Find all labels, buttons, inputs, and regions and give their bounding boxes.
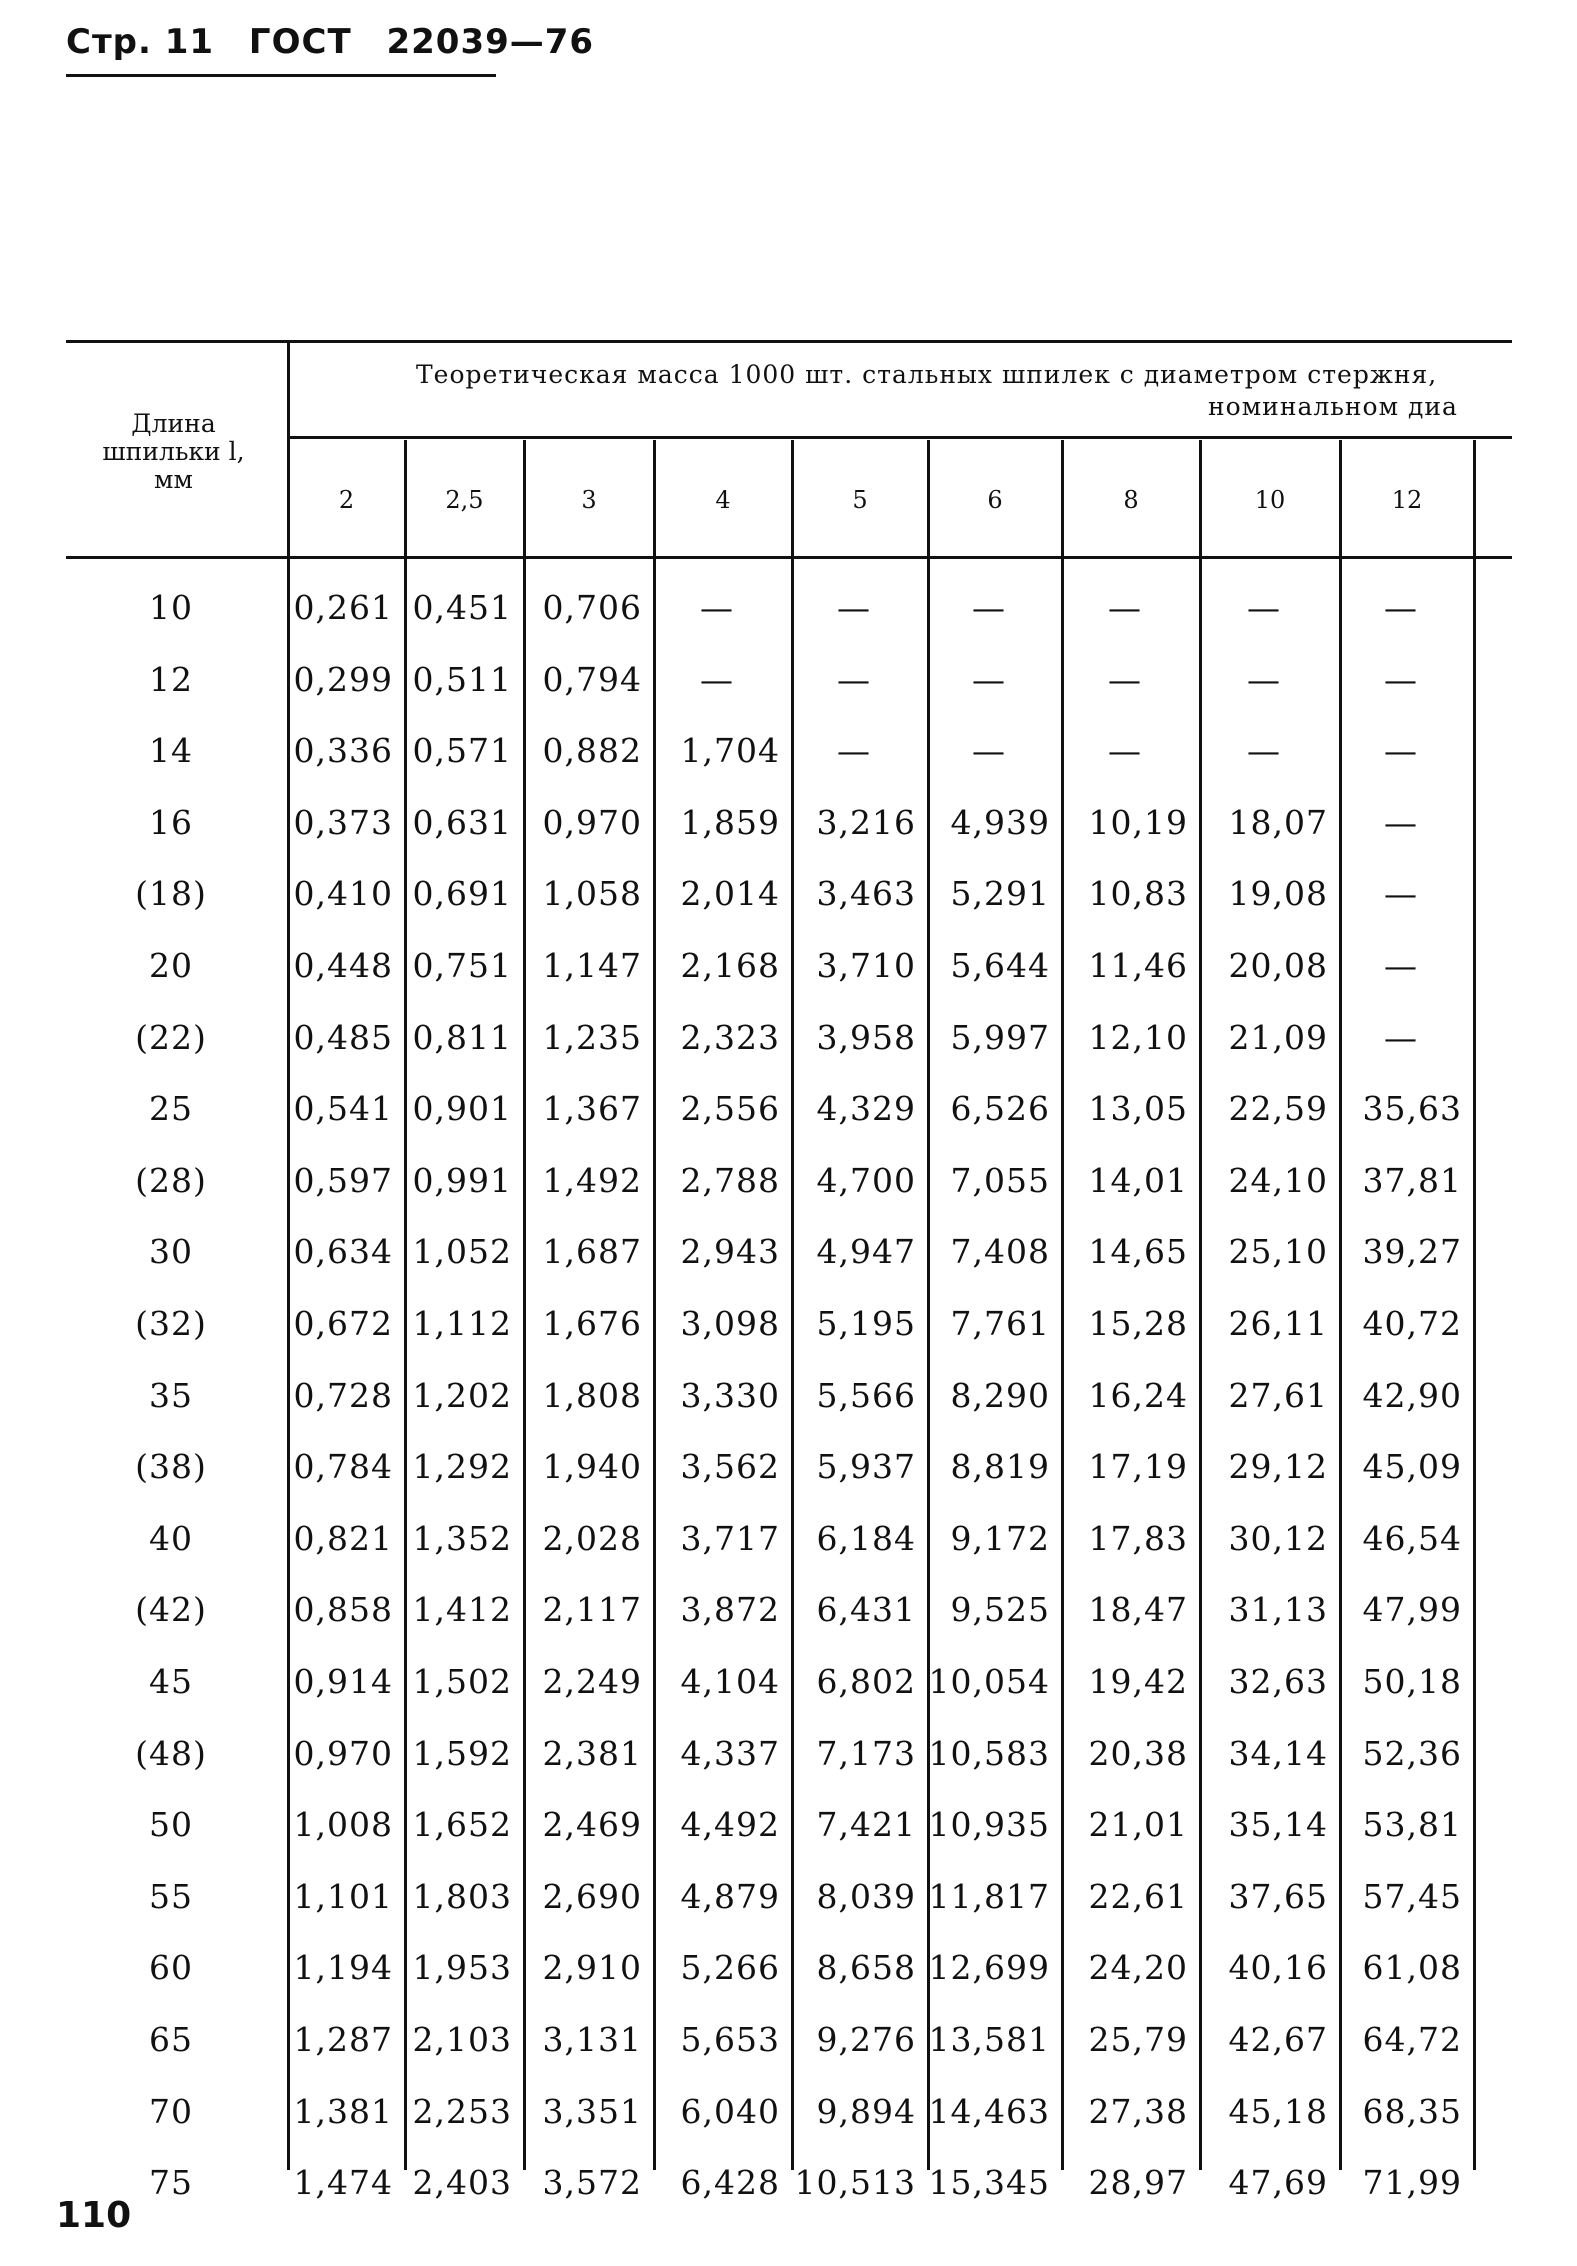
mass-cell: 2,323 (680, 1017, 780, 1057)
mass-cell: 0,728 (293, 1375, 393, 1415)
length-cell: (18) (135, 874, 207, 914)
length-header-line: шпильки l, (102, 437, 245, 466)
mass-cell: 17,19 (1088, 1447, 1188, 1487)
mass-cell: 2,690 (542, 1876, 642, 1916)
mass-cell: 15,345 (928, 2163, 1050, 2203)
mass-cell: 1,502 (412, 1662, 512, 1701)
mass-cell: 13,05 (1088, 1089, 1188, 1129)
page-number: 110 (56, 2195, 132, 2236)
diameter-header-cell: 12 (1391, 486, 1423, 514)
mass-cell: 0,970 (542, 802, 642, 842)
mass-cell: 57,45 (1362, 1876, 1462, 1916)
mass-cell: — (1384, 946, 1418, 985)
mass-cell: 12,10 (1088, 1017, 1188, 1057)
diameter-header-cell: 3 (581, 486, 597, 514)
mass-cell: 3,572 (542, 2163, 642, 2203)
table-row (0, 1509, 1577, 1569)
mass-cell: 2,469 (542, 1805, 642, 1845)
mass-cell: 1,058 (542, 874, 642, 914)
length-cell: 55 (149, 1876, 193, 1916)
table-row (0, 650, 1577, 710)
mass-cell: 8,290 (950, 1375, 1050, 1415)
length-cell: 14 (149, 731, 193, 771)
length-header-line: Длина (131, 409, 216, 438)
mass-cell: 21,09 (1228, 1017, 1328, 1057)
mass-cell: 45,18 (1228, 2091, 1328, 2131)
mass-cell: 68,35 (1362, 2091, 1462, 2131)
mass-cell: 0,511 (412, 659, 512, 699)
caption-rule (288, 436, 1512, 439)
mass-cell: 5,195 (816, 1304, 916, 1343)
length-cell: 25 (149, 1089, 193, 1129)
mass-cell: 17,83 (1088, 1518, 1188, 1558)
table-row (0, 1079, 1577, 1139)
page-header (66, 22, 616, 72)
diameter-header-cell: 8 (1123, 486, 1139, 514)
mass-cell: 2,103 (412, 2020, 512, 2059)
mass-cell: 0,784 (293, 1447, 393, 1487)
mass-cell: 0,821 (293, 1518, 393, 1558)
mass-cell: 2,403 (412, 2163, 512, 2203)
mass-cell: 20,38 (1088, 1733, 1188, 1773)
mass-cell: 42,90 (1362, 1375, 1462, 1415)
header-underline (66, 74, 496, 77)
mass-cell: 5,937 (816, 1447, 916, 1487)
mass-cell: 7,761 (950, 1304, 1050, 1343)
mass-cell: 10,83 (1088, 874, 1188, 914)
mass-cell: 37,81 (1362, 1160, 1462, 1200)
mass-cell: 2,788 (680, 1160, 780, 1200)
length-cell: 30 (149, 1232, 193, 1272)
table-row (0, 1008, 1577, 1068)
mass-cell: 6,040 (680, 2091, 780, 2131)
table-row (0, 1724, 1577, 1784)
mass-cell: 1,287 (293, 2020, 393, 2059)
mass-cell: 47,99 (1362, 1590, 1462, 1630)
mass-cell: 14,01 (1088, 1160, 1188, 1200)
mass-cell: 2,253 (412, 2091, 512, 2131)
mass-cell: 1,687 (542, 1232, 642, 1272)
table-row (0, 721, 1577, 781)
mass-cell: 0,811 (412, 1017, 512, 1057)
mass-cell: 1,101 (293, 1876, 393, 1916)
mass-cell: — (1247, 659, 1281, 699)
mass-cell: 9,276 (816, 2020, 916, 2059)
table-caption-line2: номинальном диа (1208, 392, 1458, 421)
mass-cell: 0,970 (293, 1733, 393, 1773)
mass-cell: 37,65 (1228, 1876, 1328, 1916)
mass-cell: 7,408 (950, 1232, 1050, 1272)
diameter-header-cell: 2 (338, 486, 355, 514)
mass-cell: 11,817 (928, 1876, 1050, 1916)
mass-cell: 2,910 (542, 1948, 642, 1988)
mass-cell: 14,463 (928, 2091, 1050, 2131)
mass-cell: 14,65 (1088, 1232, 1188, 1272)
mass-cell: 10,583 (928, 1733, 1050, 1773)
mass-cell: 9,894 (816, 2091, 916, 2131)
mass-cell: 4,104 (680, 1662, 780, 1701)
mass-cell: 15,28 (1088, 1304, 1188, 1343)
table-row (0, 1652, 1577, 1712)
mass-cell: — (1247, 731, 1281, 771)
mass-cell: 3,872 (680, 1590, 780, 1630)
mass-cell: 31,13 (1228, 1590, 1328, 1630)
mass-cell: 16,24 (1088, 1375, 1188, 1415)
diameter-header-cell: 10 (1254, 486, 1286, 514)
mass-cell: 0,634 (293, 1232, 393, 1272)
mass-cell: — (1384, 731, 1418, 771)
table-row (0, 1795, 1577, 1855)
mass-cell: 1,940 (542, 1447, 642, 1487)
mass-cell: 5,566 (816, 1375, 916, 1415)
table-row (0, 2153, 1577, 2213)
mass-cell: 0,794 (542, 659, 642, 699)
diameter-header-cell: 6 (987, 486, 1003, 514)
mass-cell: 3,710 (816, 946, 916, 985)
mass-cell: 25,79 (1088, 2020, 1188, 2059)
length-cell: 50 (149, 1805, 193, 1845)
mass-cell: 29,12 (1228, 1447, 1328, 1487)
mass-cell: — (1384, 588, 1418, 627)
mass-cell: 42,67 (1228, 2020, 1328, 2059)
mass-cell: 21,01 (1088, 1805, 1188, 1845)
mass-cell: 1,381 (293, 2091, 393, 2131)
mass-cell: 71,99 (1362, 2163, 1462, 2203)
table-row (0, 2082, 1577, 2142)
mass-cell: 6,431 (816, 1590, 916, 1630)
mass-cell: 2,381 (542, 1733, 642, 1773)
standard-number: 22039—76 (386, 22, 595, 62)
length-cell: 20 (149, 946, 193, 985)
mass-cell: 2,249 (542, 1662, 642, 1701)
mass-cell: 0,448 (293, 946, 393, 985)
mass-cell: — (837, 731, 871, 771)
mass-cell: 6,526 (950, 1089, 1050, 1129)
table-row (0, 1580, 1577, 1640)
mass-cell: 34,14 (1228, 1733, 1328, 1773)
mass-cell: 47,69 (1228, 2163, 1328, 2203)
mass-cell: 2,014 (680, 874, 780, 914)
mass-cell: 28,97 (1088, 2163, 1188, 2203)
mass-cell: 5,644 (950, 946, 1050, 985)
mass-cell: 26,11 (1228, 1304, 1328, 1343)
mass-cell: 0,691 (412, 874, 512, 914)
mass-cell: 10,054 (928, 1662, 1050, 1701)
mass-cell: 52,36 (1362, 1733, 1462, 1773)
length-column-header (66, 410, 281, 494)
length-cell: 45 (149, 1662, 193, 1701)
mass-cell: — (700, 588, 734, 627)
table-row (0, 1151, 1577, 1211)
mass-cell: 0,261 (293, 588, 393, 627)
mass-cell: 5,291 (950, 874, 1050, 914)
mass-cell: 0,485 (293, 1017, 393, 1057)
mass-cell: 40,72 (1362, 1304, 1462, 1343)
mass-cell: — (837, 659, 871, 699)
mass-cell: 12,699 (928, 1948, 1050, 1988)
mass-cell: 27,38 (1088, 2091, 1188, 2131)
mass-cell: — (1108, 731, 1142, 771)
mass-cell: 1,704 (680, 731, 780, 771)
mass-cell: 8,658 (816, 1948, 916, 1988)
table-row (0, 936, 1577, 996)
mass-cell: 2,556 (680, 1089, 780, 1129)
mass-cell: 53,81 (1362, 1805, 1462, 1845)
mass-cell: 7,421 (816, 1805, 916, 1845)
mass-cell: 1,235 (542, 1017, 642, 1057)
length-cell: (22) (135, 1017, 207, 1057)
mass-cell: 1,676 (542, 1304, 642, 1343)
mass-cell: 1,808 (542, 1375, 642, 1415)
mass-cell: 1,859 (680, 802, 780, 842)
mass-cell: 50,18 (1362, 1662, 1462, 1701)
mass-cell: 24,20 (1088, 1948, 1188, 1988)
mass-cell: 1,147 (542, 946, 642, 985)
mass-cell: 10,935 (928, 1805, 1050, 1845)
mass-cell: 5,266 (680, 1948, 780, 1988)
table-row (0, 1437, 1577, 1497)
mass-cell: 18,07 (1228, 802, 1328, 842)
mass-cell: 0,451 (412, 588, 512, 627)
mass-cell: 1,412 (412, 1590, 512, 1630)
table-row (0, 1294, 1577, 1354)
mass-cell: 40,16 (1228, 1948, 1328, 1988)
table-row (0, 1366, 1577, 1426)
mass-cell: 0,706 (542, 588, 642, 627)
mass-cell: 2,168 (680, 946, 780, 985)
mass-cell: 1,202 (412, 1375, 512, 1415)
mass-cell: 1,292 (412, 1447, 512, 1487)
length-cell: (38) (135, 1447, 207, 1487)
length-header-line: мм (154, 465, 193, 494)
length-cell: 60 (149, 1948, 193, 1988)
mass-cell: 0,858 (293, 1590, 393, 1630)
mass-cell: 0,672 (293, 1304, 393, 1343)
mass-cell: 22,59 (1228, 1089, 1328, 1129)
mass-cell: 7,173 (816, 1733, 916, 1773)
mass-cell: 3,216 (816, 802, 916, 842)
mass-cell: 0,571 (412, 731, 512, 771)
mass-cell: 0,336 (293, 731, 393, 771)
mass-cell: — (1108, 659, 1142, 699)
mass-cell: 3,131 (542, 2020, 642, 2059)
mass-cell: 45,09 (1362, 1447, 1462, 1487)
mass-cell: 4,939 (950, 802, 1050, 842)
table-top-rule (66, 340, 1512, 343)
mass-cell: 27,61 (1228, 1375, 1328, 1415)
mass-cell: 8,819 (950, 1447, 1050, 1487)
mass-cell: — (837, 588, 871, 627)
mass-cell: 2,117 (542, 1590, 642, 1630)
mass-cell: 19,42 (1088, 1662, 1188, 1701)
mass-cell: 24,10 (1228, 1160, 1328, 1200)
mass-cell: — (972, 659, 1006, 699)
mass-cell: 25,10 (1228, 1232, 1328, 1272)
mass-cell: 3,717 (680, 1518, 780, 1558)
mass-cell: — (1108, 588, 1142, 627)
mass-cell: 6,428 (680, 2163, 780, 2203)
mass-cell: 1,474 (293, 2163, 393, 2203)
mass-cell: 2,943 (680, 1232, 780, 1272)
mass-cell: 9,525 (950, 1590, 1050, 1630)
mass-cell: — (972, 731, 1006, 771)
length-cell: (32) (135, 1304, 207, 1343)
mass-cell: 7,055 (950, 1160, 1050, 1200)
diameter-header-cell: 5 (852, 486, 868, 514)
mass-cell: 1,803 (412, 1876, 512, 1916)
mass-cell: — (1384, 659, 1418, 699)
mass-cell: 0,914 (293, 1662, 393, 1701)
mass-cell: — (1384, 874, 1418, 914)
mass-cell: 3,351 (542, 2091, 642, 2131)
mass-cell: 1,652 (412, 1805, 512, 1845)
length-cell: (48) (135, 1733, 207, 1773)
header-bottom-rule (66, 556, 1512, 559)
mass-cell: — (1384, 802, 1418, 842)
mass-cell: 1,352 (412, 1518, 512, 1558)
mass-cell: 3,463 (816, 874, 916, 914)
mass-cell: 1,008 (293, 1805, 393, 1845)
table-caption-line1: Теоретическая масса 1000 шт. стальных шпилек с диаметром стержня, (416, 360, 1438, 389)
table-row (0, 578, 1577, 638)
mass-cell: — (1384, 1017, 1418, 1057)
mass-cell: 5,653 (680, 2020, 780, 2059)
mass-cell: 1,492 (542, 1160, 642, 1200)
page-label: Стр. 11 (66, 22, 215, 62)
diameter-header-cell: 4 (715, 486, 731, 514)
mass-cell: 20,08 (1228, 946, 1328, 985)
mass-cell: — (972, 588, 1006, 627)
mass-cell: 64,72 (1362, 2020, 1462, 2059)
length-cell: 65 (149, 2020, 193, 2059)
table-row (0, 1222, 1577, 1282)
length-cell: (28) (135, 1160, 207, 1200)
mass-cell: 0,597 (293, 1160, 393, 1200)
mass-cell: 18,47 (1088, 1590, 1188, 1630)
mass-cell: 13,581 (928, 2020, 1050, 2059)
mass-cell: 0,901 (412, 1089, 512, 1129)
mass-cell: 1,194 (293, 1948, 393, 1988)
mass-cell: 4,947 (816, 1232, 916, 1272)
length-cell: (42) (135, 1590, 207, 1630)
mass-cell: 0,882 (542, 731, 642, 771)
mass-cell: 4,700 (816, 1160, 916, 1200)
mass-cell: 3,562 (680, 1447, 780, 1487)
length-cell: 35 (149, 1375, 193, 1415)
mass-cell: 1,592 (412, 1733, 512, 1773)
mass-cell: 1,367 (542, 1089, 642, 1129)
mass-cell: 3,330 (680, 1375, 780, 1415)
mass-cell: 61,08 (1362, 1948, 1462, 1988)
length-cell: 75 (149, 2163, 193, 2203)
mass-cell: 32,63 (1228, 1662, 1328, 1701)
mass-cell: — (700, 659, 734, 699)
mass-cell: 4,329 (816, 1089, 916, 1129)
mass-cell: 6,802 (816, 1662, 916, 1701)
mass-cell: 8,039 (816, 1876, 916, 1916)
length-cell: 16 (149, 802, 193, 842)
length-cell: 40 (149, 1518, 193, 1558)
table-row (0, 864, 1577, 924)
length-cell: 10 (149, 588, 193, 627)
mass-cell: 4,879 (680, 1876, 780, 1916)
mass-cell: 39,27 (1362, 1232, 1462, 1272)
mass-cell: 4,337 (680, 1733, 780, 1773)
mass-cell: 0,631 (412, 802, 512, 842)
mass-cell: 4,492 (680, 1805, 780, 1845)
mass-cell: 0,541 (293, 1089, 393, 1129)
mass-cell: 0,373 (293, 802, 393, 842)
table-row (0, 1867, 1577, 1927)
mass-cell: 11,46 (1088, 946, 1188, 985)
standard-label: ГОСТ (248, 22, 352, 62)
table-row (0, 1938, 1577, 1998)
mass-cell: 35,14 (1228, 1805, 1328, 1845)
mass-cell: 1,052 (412, 1232, 512, 1272)
mass-cell: 3,098 (680, 1304, 780, 1343)
mass-cell: 2,028 (542, 1518, 642, 1558)
mass-cell: 19,08 (1228, 874, 1328, 914)
mass-cell: 6,184 (816, 1518, 916, 1558)
mass-cell: 5,997 (950, 1017, 1050, 1057)
mass-cell: 0,751 (412, 946, 512, 985)
table-row (0, 2010, 1577, 2070)
mass-cell: 30,12 (1228, 1518, 1328, 1558)
mass-cell: 22,61 (1088, 1876, 1188, 1916)
mass-cell: 10,513 (794, 2163, 916, 2203)
mass-cell: 0,410 (293, 874, 393, 914)
diameter-header-cell: 2,5 (445, 486, 484, 514)
mass-cell: 10,19 (1088, 802, 1188, 842)
mass-cell: 46,54 (1362, 1518, 1462, 1558)
mass-cell: 35,63 (1362, 1089, 1462, 1129)
table-row (0, 793, 1577, 853)
mass-cell: 3,958 (816, 1017, 916, 1057)
mass-cell: — (1247, 588, 1281, 627)
mass-cell: 1,112 (412, 1304, 512, 1343)
length-cell: 12 (149, 659, 193, 699)
mass-cell: 0,991 (412, 1160, 512, 1200)
length-cell: 70 (149, 2091, 193, 2131)
mass-cell: 0,299 (293, 659, 393, 699)
mass-cell: 1,953 (412, 1948, 512, 1988)
mass-cell: 9,172 (950, 1518, 1050, 1558)
